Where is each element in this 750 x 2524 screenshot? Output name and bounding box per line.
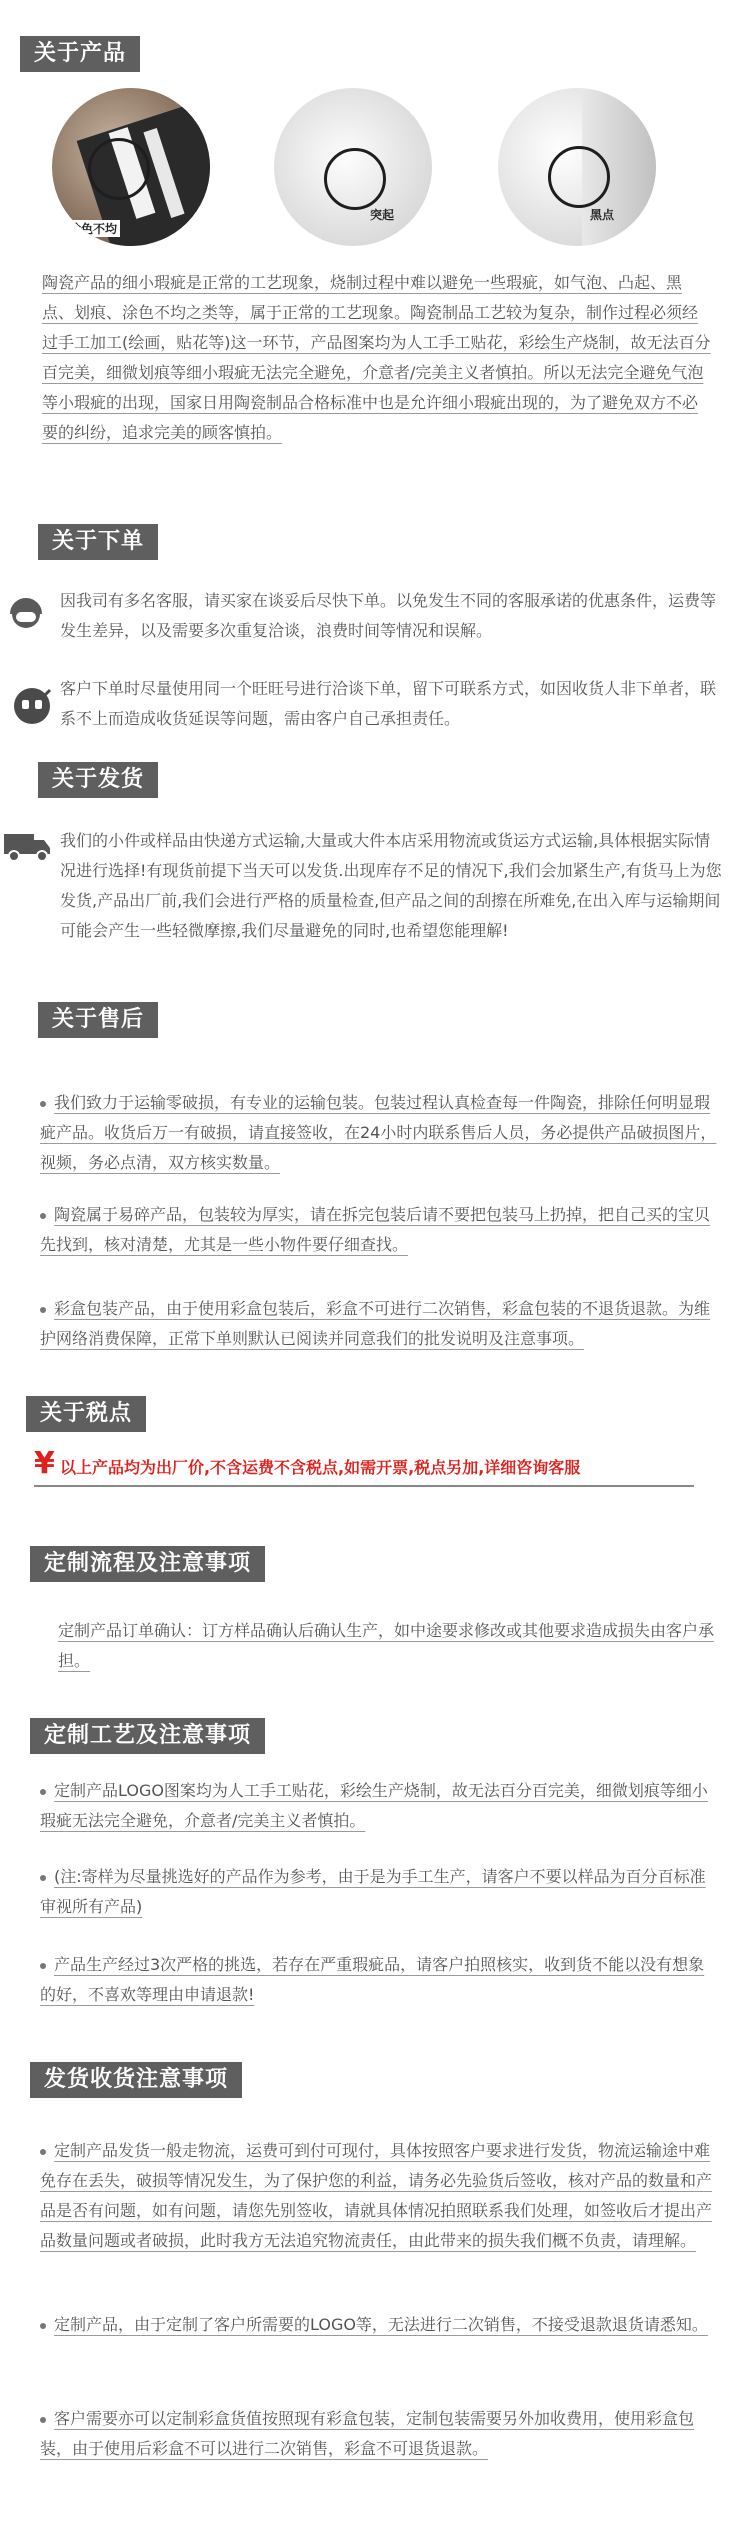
bullet-dot xyxy=(40,2149,46,2155)
bullet-dot xyxy=(40,1789,46,1795)
defect-label-uneven: 涂色不均 xyxy=(66,220,120,237)
section-title-custom-craft: 定制工艺及注意事项 xyxy=(30,1718,265,1754)
tax-notice xyxy=(34,1446,694,1487)
delivery-item-2: 定制产品，由于定制了客户所需要的LOGO等，无法进行二次销售，不接受退款退货请悉知。 xyxy=(40,2310,720,2340)
section-title-order: 关于下单 xyxy=(38,524,158,560)
order-note-1: 因我司有多名客服，请买家在谈妥后尽快下单。以免发生不同的客服承诺的优惠条件，运费等发生差异，以及需要多次重复洽谈，浪费时间等情况和误解。 xyxy=(60,591,717,640)
section-title-product: 关于产品 xyxy=(20,36,140,72)
bullet-dot xyxy=(40,1213,46,1219)
delivery-item-1: 定制产品发货一般走物流，运费可到付可现付，具体按照客户要求进行发货，物流运输途中难免存在丢失，破损等情况发生，为了保护您的利益，请务必先验货后签收，核对产品的数量和产品是否有问题，如有问题，请您先别签收，请就具体情况拍照联系我们处理，如签收后才提出产品数量问题或者破损，此时我方无法追究物流责任，由此带来的损失我们概不负责，请理解。 xyxy=(40,2141,713,2250)
custom-craft-item-1: 定制产品LOGO图案均为人工手工贴花，彩绘生产烧制，故无法百分百完美，细微划痕等细小瑕疵无法完全避免，介意者/完美主义者慎拍。 xyxy=(40,1781,708,1830)
custom-flow-text: 定制产品订单确认：订方样品确认后确认生产，如中途要求修改或其他要求造成损失由客户承担。 xyxy=(58,1621,715,1670)
chat-bot-icon xyxy=(12,686,52,730)
truck-icon xyxy=(4,830,52,866)
bullet-dot xyxy=(40,2323,46,2329)
yen-icon: ¥ xyxy=(34,1446,55,1481)
bullet-dot xyxy=(40,1307,46,1313)
customer-service-icon xyxy=(6,592,46,636)
aftersale-item-2: 陶瓷属于易碎产品，包装较为厚实，请在拆完包装后请不要把包装马上扔掉，把自己买的宝贝先找到，核对清楚，尤其是一些小物件要仔细查找。 xyxy=(40,1205,711,1254)
tax-notice-text: 以上产品均为出厂价,不含运费不含税点,如需开票,税点另加,详细咨询客服 xyxy=(59,1458,581,1477)
section-title-aftersale: 关于售后 xyxy=(38,1002,158,1038)
section-title-shipping: 关于发货 xyxy=(38,762,158,798)
aftersale-item-1: 我们致力于运输零破损，有专业的运输包装。包装过程认真检查每一件陶瓷，排除任何明显瑕疵产品。收货后万一有破损，请直接签收，在24小时内联系售后人员，务必提供产品破损图片，视频，务必点清，双方核实数量。 xyxy=(40,1093,717,1172)
bullet-dot xyxy=(40,1101,46,1107)
custom-craft-item-2: (注:寄样为尽量挑选好的产品作为参考，由于是为手工生产，请客户不要以样品为百分百标准审视所有产品) xyxy=(40,1867,706,1916)
section-title-custom-flow: 定制流程及注意事项 xyxy=(30,1546,265,1582)
order-note-2: 客户下单时尽量使用同一个旺旺号进行洽谈下单，留下可联系方式，如因收货人非下单者，联系不上而造成收货延误等问题，需由客户自己承担责任。 xyxy=(60,679,717,728)
defect-image-bump xyxy=(274,88,432,246)
delivery-item-3: 客户需要亦可以定制彩盒货值按照现有彩盒包装，定制包装需要另外加收费用，使用彩盒包装，由于使用后彩盒不可以进行二次销售，彩盒不可退货退款。 xyxy=(40,2409,695,2458)
defect-image-black-spot xyxy=(498,88,656,246)
bullet-dot xyxy=(40,1875,46,1881)
aftersale-item-3: 彩盒包装产品，由于使用彩盒包装后，彩盒不可进行二次销售，彩盒包装的不退货退款。为维护网络消费保障，正常下单则默认已阅读并同意我们的批发说明及注意事项。 xyxy=(40,1299,711,1348)
product-description: 陶瓷产品的细小瑕疵是正常的工艺现象，烧制过程中难以避免一些瑕疵，如气泡、凸起、黑点、划痕、涂色不均之类等，属于正常的工艺现象。陶瓷制品工艺较为复杂，制作过程必须经过手工加工(绘画，贴花等)这一环节，产品图案均为人工手工贴花，彩绘生产烧制，故无法百分百完美，细微划痕等细小瑕疵无法完全避免，介意者/完美主义者慎拍。所以无法完全避免气泡等小瑕疵的出现，国家日用陶瓷制品合格标准中也是允许细小瑕疵出现的，为了避免双方不必要的纠纷，追求完美的顾客慎拍。 xyxy=(42,273,711,442)
section-title-delivery: 发货收货注意事项 xyxy=(30,2062,242,2098)
defect-label-black-spot: 黑点 xyxy=(590,208,615,222)
custom-craft-item-3: 产品生产经过3次严格的挑选，若存在严重瑕疵品，请客户拍照核实，收到货不能以没有想象的好，不喜欢等理由申请退款! xyxy=(40,1955,705,2004)
defect-label-bump: 突起 xyxy=(370,208,395,222)
section-title-tax: 关于税点 xyxy=(26,1396,146,1432)
shipping-description: 我们的小件或样品由快递方式运输,大量或大件本店采用物流或货运方式运输,具体根据实际情况进行选择!有现货前提下当天可以发货.出现库存不足的情况下,我们会加紧生产,有货马上为您发货,产品出厂前,我们会进行严格的质量检查,但产品之间的刮擦在所难免,在出入库与运输期间可能会产生一些轻微摩擦,我们尽量避免的同时,也希望您能理解! xyxy=(60,831,722,940)
bullet-dot xyxy=(40,2417,46,2423)
bullet-dot xyxy=(40,1963,46,1969)
defect-image-uneven-color xyxy=(52,88,210,246)
